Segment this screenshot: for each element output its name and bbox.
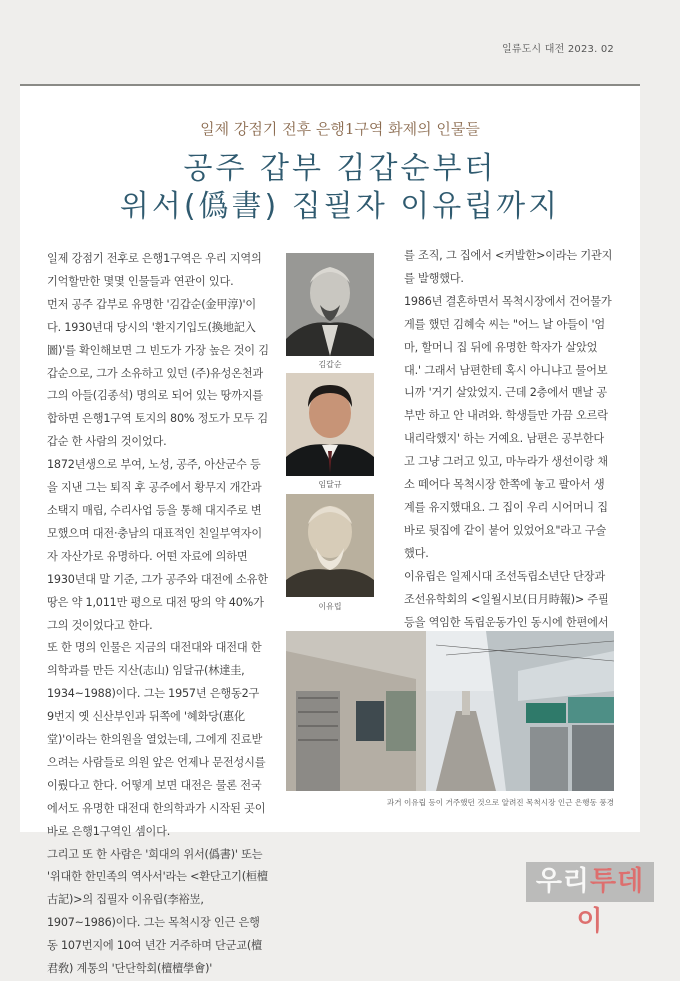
paragraph: 이유립은 일제시대 조선독립소년단 단장과 조선유학회의 <일월시보(日月時報)> 주필 등을 역임한 독립운동가인 동시에 한편에서 — [404, 569, 609, 629]
watermark-logo — [526, 862, 654, 937]
paragraph: 일제 강점기 전후로 은행1구역은 우리 지역의 기억할만한 몇몇 인물들과 연관이 있다. — [47, 252, 262, 288]
paragraph: 1872년생으로 부여, 노성, 공주, 아산군수 등을 지낸 그는 퇴직 후 공주에서 황무지 개간과 소택지 매립, 수리사업 등을 통해 대지주로 변모했으며 대전·충남의 대표적인 친일부역자이자 자산가로 유명하다. 어떤 자료에 의하면 1930년대 말 기준, 그가 공주와 대전에 소유한 땅은 약 1,011만 평으로 대전 땅의 약 40%가 그의 것이었다고 한다. — [47, 458, 268, 632]
paragraph: 를 조직, 그 집에서 <커발한>이라는 기관지를 발행했다. — [404, 249, 613, 285]
caption-portrait-3: 이유립 — [318, 602, 342, 611]
portrait-lim-dalgyu — [286, 373, 374, 476]
article-title — [0, 150, 680, 226]
paragraph: 1986년 결혼하면서 목척시장에서 건어물가게를 했던 김혜숙 씨는 "어느 날 아들이 '엄마, 할머니 집 뒤에 유명한 학자가 살았었대.' 그래서 남편한테 혹시 아니냐고 물어보니까 '거기 살았었지. 근데 2층에서 맨날 공부만 하고 안 내려와. 학생들만 가끔 오르락내리락했지' 하는 거예요. 남편은 공부한다고 그냥 그러고 있고, 마누라가 생선이랑 채소 떼어다 목척시장 한쪽에 놓고 팔아서 생계를 유지했대요. 그 집이 우리 시어머니 집 바로 뒷집에 같이 붙어 있었어요"라고 구술했다. — [404, 294, 612, 560]
paragraph: 또 한 명의 인물은 지금의 대전대와 대전대 한의학과를 만든 지산(志山) 임달규(林達圭, 1934~1988)이다. 그는 1957년 은행동2구 9번지 옛 신산부인과 뒤쪽에 '혜화당(惠化堂)'이라는 한의원을 열었는데, 그에게 진료받으려는 사람들로 의원 앞은 언제나 문전성시를 이뤘다고 한다. 어떻게 보면 대전은 물론 전국에서도 유명한 대전대 한의학과가 시작된 곳이 바로 은행1구역인 셈이다. — [47, 641, 266, 838]
title-line-1: 공주 갑부 김갑순부터 — [183, 151, 497, 186]
title-line-2: 위서(僞書) 집필자 이유립까지 — [119, 189, 561, 224]
watermark-part-1: 우리 — [535, 866, 590, 897]
caption-portrait-2: 임달규 — [318, 480, 342, 489]
portrait-kim-gapsun — [286, 253, 374, 356]
street-photo — [286, 631, 614, 791]
caption-portrait-1: 김갑순 — [318, 360, 342, 369]
article-kicker: 일제 강점기 전후 은행1구역 화제의 인물들 — [200, 120, 480, 138]
street-photo-caption: 과거 이유립 등이 거주했던 것으로 알려진 목척시장 인근 은행동 풍경 — [386, 798, 614, 807]
watermark-part-2: 투데이 — [576, 866, 645, 937]
body-column-left — [47, 248, 269, 981]
portrait-lee-yurip — [286, 494, 374, 597]
header-meta: 일류도시 대전 2023. 02 — [501, 44, 614, 55]
paragraph: 먼저 공주 갑부로 유명한 '김갑순(金甲淳)'이다. 1930년대 당시의 '환지기입도(換地記入圖)'를 확인해보면 그 빈도가 가장 높은 것이 김갑순으로, 그가 소유하고 있던 (주)유성온천과 그의 아들(김종석) 명의로 되어 있는 땅까지를 합하면 은행1구역 토지의 80% 정도가 모두 김갑순 한 사람의 것이었다. — [47, 297, 269, 449]
paragraph: 그리고 또 한 사람은 '희대의 위서(僞書)' 또는 '위대한 한민족의 역사서'라는 <환단고기(桓檀古記)>의 집필자 이유립(李裕岦, 1907~1986)이다. 그는 목척시장 인근 은행동 107번지에 10여 년간 거주하며 단군교(檀君敎) 계통의 '단단학회(檀檀學會)' — [47, 847, 268, 976]
